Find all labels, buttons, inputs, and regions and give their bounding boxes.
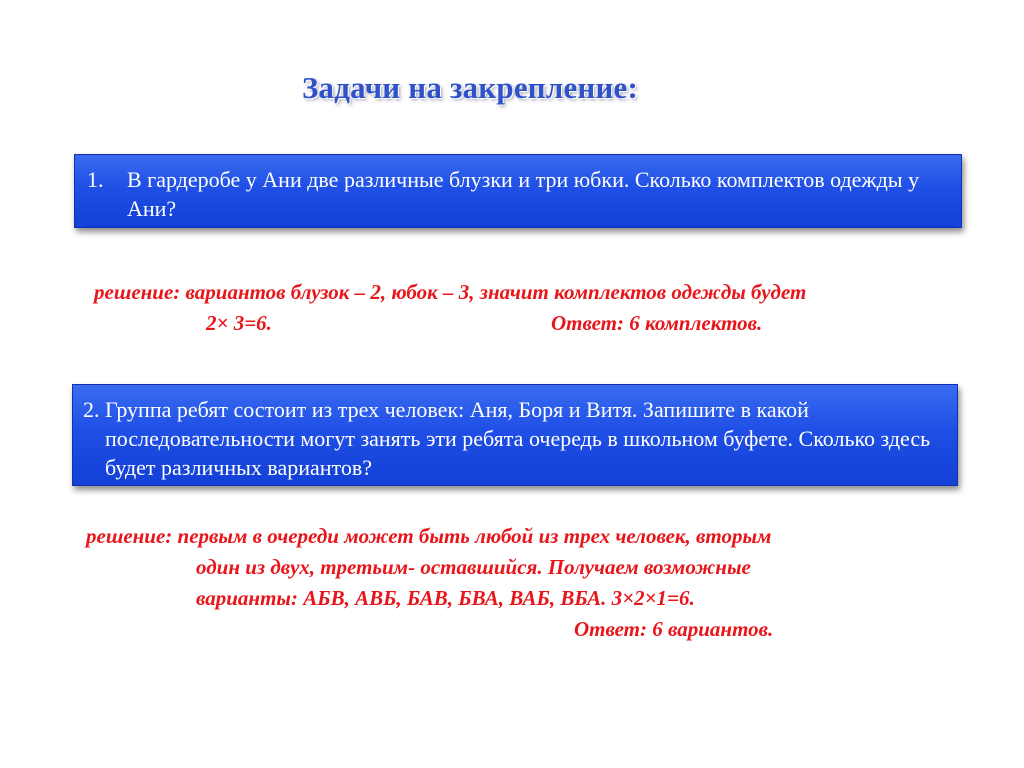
task-1-text: В гардеробе у Ани две различные блузки и три юбки. Сколько комплектов одежды у Ани? [127,167,920,221]
slide-title: Задачи на закрепление: [301,70,639,105]
solution-1-expression: 2× 3=6. [206,311,272,335]
task-2-text: 2. Группа ребят состоит из трех человек: Аня, Боря и Витя. Запишите в какой последовательности могут занять эти ребята очередь в школьном буфете. Сколько здесь будет различных вариантов? [83,397,931,480]
solution-2-line-1: решение: первым в очереди может быть любой из трех человек, вторым [86,524,772,548]
solution-1-line-1: решение: вариантов блузок – 2, юбок – 3, значит комплектов одежды будет [94,280,807,304]
solution-1-answer: Ответ: 6 комплектов. [551,311,763,335]
solution-2-answer: Ответ: 6 вариантов. [574,617,774,641]
solution-2-line-2: один из двух, третьим- оставшийся. Получаем возможные [196,555,751,579]
solution-2-line-3: варианты: АБВ, АВБ, БАВ, БВА, ВАБ, ВБА. 3×2×1=6. [196,586,695,610]
task-1-row [87,165,947,223]
task-1-box [74,154,962,228]
task-2-box [72,384,958,486]
task-1-number: 1. [87,167,104,192]
